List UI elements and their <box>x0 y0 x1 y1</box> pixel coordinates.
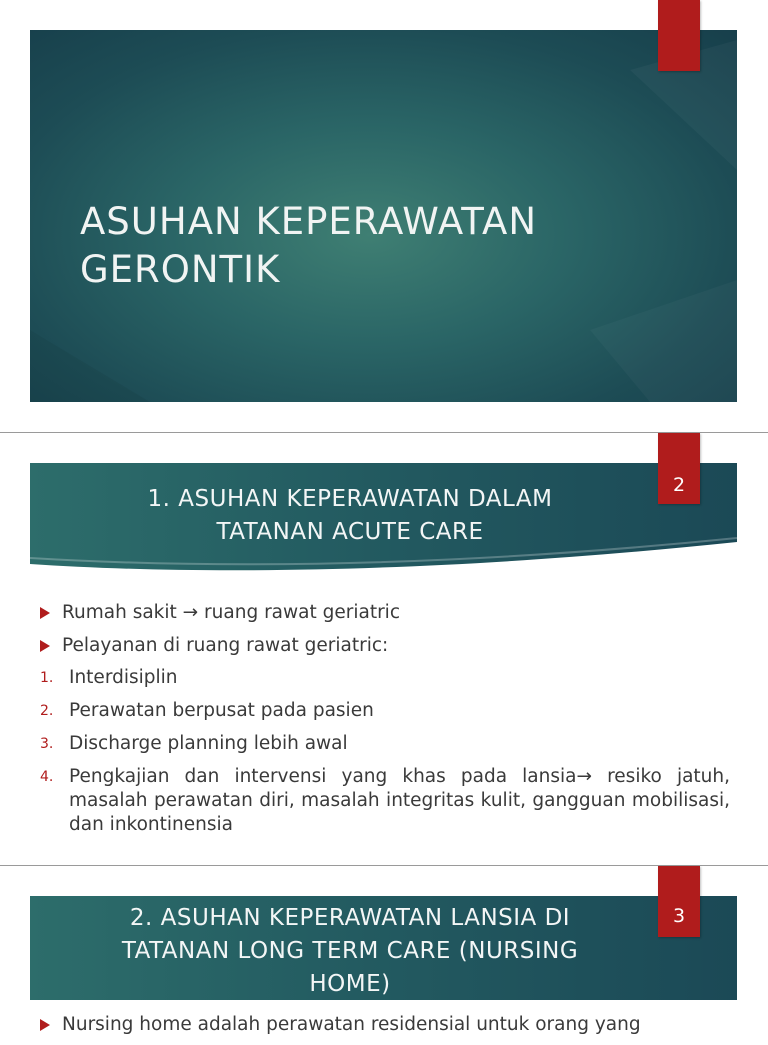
title-line-2: TATANAN ACUTE CARE <box>216 519 484 545</box>
bullet-triangle-icon <box>40 1019 50 1031</box>
item-text: Interdisiplin <box>69 667 178 688</box>
item-text: Discharge planning lebih awal <box>69 733 348 754</box>
slide-3-title <box>70 902 630 1001</box>
item-number: 2. <box>40 703 54 719</box>
slide-2-header <box>30 463 737 576</box>
page-number-badge: 3 <box>658 866 700 937</box>
item-text: Pengkajian dan intervensi yang khas pada lansia→ resiko jatuh, masalah perawatan diri, masalah integritas kulit, gangguan mobilisasi, dan inkontinensia <box>69 766 730 835</box>
title-line-1: ASUHAN KEPERAWATAN <box>80 200 537 243</box>
item-number: 4. <box>40 769 54 785</box>
bullet-item <box>40 633 730 659</box>
page-number-badge: 2 <box>658 433 700 504</box>
slide-2-title <box>70 483 630 549</box>
title-line-3: HOME) <box>309 971 391 997</box>
header-wave <box>30 542 737 576</box>
slide-2-content <box>40 600 730 846</box>
title-line-1: 2. ASUHAN KEPERAWATAN LANSIA DI <box>129 905 571 931</box>
numbered-item <box>40 666 730 690</box>
title-line-2: GERONTIK <box>80 248 281 291</box>
slide-1-title <box>80 198 700 294</box>
item-number: 3. <box>40 736 54 752</box>
bullet-text: Pelayanan di ruang rawat geriatric: <box>62 635 389 656</box>
numbered-item <box>40 765 730 837</box>
slide-1-tab <box>658 0 700 71</box>
bullet-item <box>40 600 730 626</box>
slide-2 <box>0 433 768 865</box>
item-number: 1. <box>40 670 54 686</box>
slide-3-content <box>40 1012 730 1045</box>
slide-3 <box>0 866 768 1035</box>
numbered-item <box>40 699 730 723</box>
title-line-2: TATANAN LONG TERM CARE (NURSING <box>121 938 579 964</box>
bullet-text: Rumah sakit → ruang rawat geriatric <box>62 602 400 623</box>
bullet-item <box>40 1012 730 1038</box>
title-line-1: 1. ASUHAN KEPERAWATAN DALAM <box>147 486 553 512</box>
bullet-triangle-icon <box>40 640 50 652</box>
slide-3-header <box>30 896 737 1000</box>
numbered-item <box>40 732 730 756</box>
bullet-text: Nursing home adalah perawatan residensial untuk orang yang <box>62 1014 641 1035</box>
bullet-triangle-icon <box>40 607 50 619</box>
item-text: Perawatan berpusat pada pasien <box>69 700 374 721</box>
slide-1 <box>0 0 768 432</box>
